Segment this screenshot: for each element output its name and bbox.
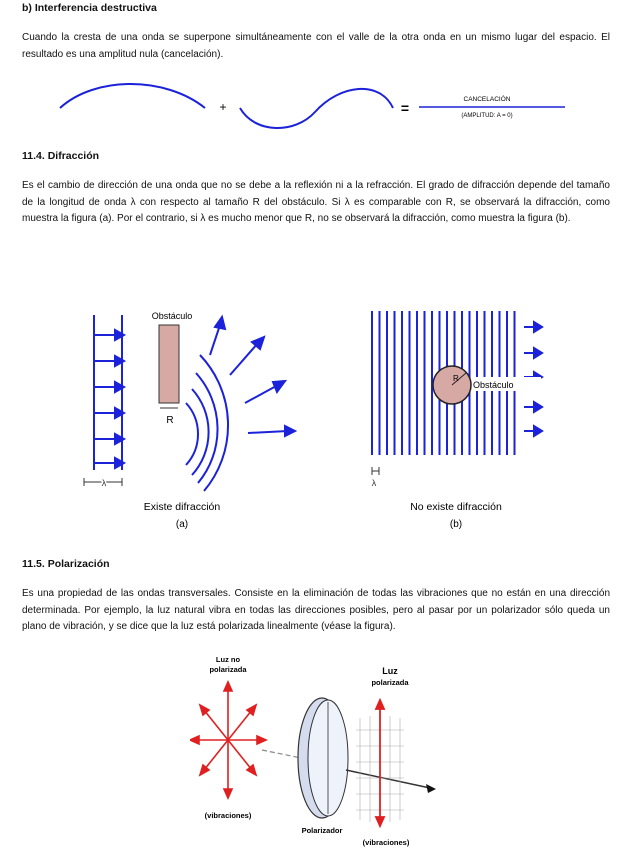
polarized-vibration-arrow bbox=[376, 700, 384, 826]
caption-no-existe-difraccion: No existe difracción bbox=[410, 501, 502, 513]
lambda-label-a: λ bbox=[101, 478, 107, 488]
luz-polarizada-line1: Luz bbox=[382, 666, 398, 676]
r-label-a: R bbox=[166, 415, 174, 426]
luz-polarizada-line2: polarizada bbox=[371, 678, 409, 687]
heading-interferencia-destructiva: b) Interferencia destructiva bbox=[22, 2, 157, 14]
heading-difraccion: 11.4. Difracción bbox=[22, 150, 100, 162]
vibraciones-left: (vibraciones) bbox=[204, 811, 252, 820]
polarizador-label: Polarizador bbox=[301, 826, 343, 835]
diffracted-ray-arrows bbox=[210, 317, 295, 436]
equals-sign: = bbox=[400, 100, 410, 116]
light-path-arrowhead bbox=[426, 784, 436, 793]
light-path-solid bbox=[346, 770, 430, 788]
caption-sub-b: (b) bbox=[449, 519, 463, 530]
figure-difraccion-a bbox=[80, 305, 310, 535]
vibraciones-right: (vibraciones) bbox=[362, 838, 410, 847]
figure-difraccion-b bbox=[366, 305, 566, 535]
lambda-dimension-b bbox=[372, 467, 379, 475]
wave-crest-curve bbox=[60, 84, 205, 108]
luz-no-polarizada-line1: Luz no bbox=[215, 655, 241, 664]
lambda-label-b: λ bbox=[371, 478, 377, 488]
obstacle-barrier bbox=[159, 325, 179, 403]
incident-wave-arrows bbox=[94, 315, 124, 470]
polarizer-disc bbox=[298, 698, 348, 818]
luz-no-polarizada-line2: polarizada bbox=[209, 665, 247, 674]
unpolarized-vibration-arrows bbox=[190, 682, 266, 798]
obstacle-label-b: Obstáculo bbox=[473, 380, 514, 390]
figure-polarizacion bbox=[190, 650, 470, 848]
diffracted-wavefronts bbox=[186, 355, 228, 491]
paragraph-difraccion: Es el cambio de dirección de una onda que no se debe a la reflexión ni a la refracción. El grado de difracción depende del tamaño de la longitud de onda λ con respecto al tamaño R del obstáculo. Si λ es comparable con R, se observará la difracción, como muestra la figura (a). Por el contrario, si λ es mucho menor que R, no se observará la difracción, como muestra la figura (b). bbox=[22, 180, 610, 224]
r-label-b: R bbox=[453, 374, 459, 383]
cancelacion-label: CANCELACIÓN bbox=[463, 96, 511, 103]
figure-interferencia-destructiva bbox=[55, 82, 575, 134]
obstacle-label-a: Obstáculo bbox=[151, 311, 193, 321]
caption-existe-difraccion: Existe difracción bbox=[143, 501, 221, 513]
paragraph-polarizacion: Es una propiedad de las ondas transversales. Consiste en la eliminación de todas las vibraciones que no están en una dirección determinada. Por ejemplo, la luz natural vibra en todas las direcciones posibles, pero al pasar por un polarizador sólo queda un plano de vibración, y se dice que la luz está polarizada linealmente (véase la figura). bbox=[22, 588, 610, 632]
heading-polarizacion: 11.5. Polarización bbox=[22, 558, 110, 570]
amplitud-label: (AMPLITUD: A = 0) bbox=[461, 113, 513, 119]
wave-trough-curve bbox=[240, 89, 393, 128]
caption-sub-a: (a) bbox=[175, 519, 189, 530]
plus-sign: + bbox=[219, 100, 227, 114]
paragraph-interferencia: Cuando la cresta de una onda se superpone simultáneamente con el valle de la otra onda en un mismo lugar del espacio. El resultado es una amplitud nula (cancelación). bbox=[22, 32, 610, 60]
